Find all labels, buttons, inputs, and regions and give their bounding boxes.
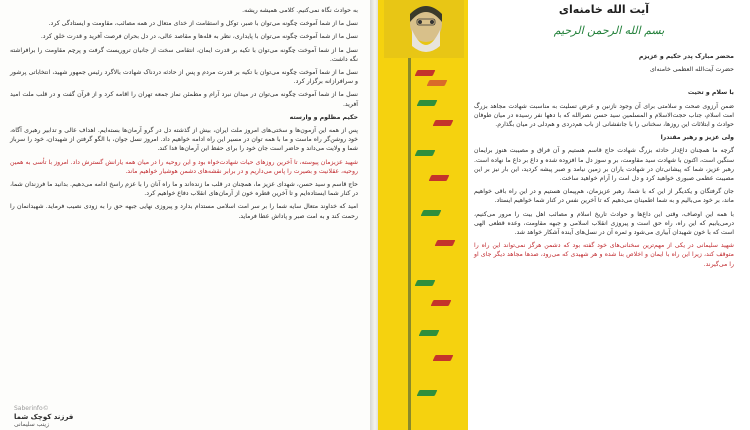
green-flag-icon bbox=[421, 210, 442, 216]
red-flag-icon bbox=[429, 175, 450, 181]
left-section-heading: حکیم مظلوم و وارسته bbox=[289, 113, 358, 121]
left-paragraph-8: پس از همه این آزمون‌ها و سختی‌های امروز ملت ایران، بیش از گذشته دل در گرو آرمان‌ها بسته‌ایم. اهداف عالی و تدابیر رهبری آگاه، خود روشن‌گر راه ماست و ما با همه توان در مسیر این راه ادامه خواهیم داد. امروز نسل جوان، با الگو گرفتن از شهیدان، خود را سرباز شما و ولایت می‌داند و حاضر است جان خود را برای حفظ این آرمان‌ها فدا کند. bbox=[10, 127, 358, 153]
right-page bbox=[378, 0, 750, 430]
left-paragraph-11: امید که خداوند متعال سایه شما را بر سر امت اسلامی مستدام بدارد و پیروزی نهایی جبهه حق را به زودی نصیب فرماید. شهیدانمان را رحمت کند و به امت صبر و پاداش عطا فرماید. bbox=[10, 203, 358, 220]
right-paragraph-2: ولی عزیز و رهبر مقتدرا bbox=[660, 134, 734, 142]
green-flag-icon bbox=[417, 100, 438, 106]
green-flag-icon bbox=[415, 280, 436, 286]
green-flag-icon bbox=[415, 150, 436, 156]
left-paragraph-3: نسل ما از شما آموخت چگونه می‌توان با پایداری، نظر به قله‌ها و مقاصد عالی، در دل بحران فرصت آفرید و قدرت خلق کرد. bbox=[40, 33, 358, 41]
left-paragraph-2: نسل ما از شما آموخت چگونه می‌توان با صبر، توکل و استقامت از خدای متعال در همه مصائب، مقاومت و ایستادگی کرد. bbox=[48, 20, 358, 28]
red-flag-icon bbox=[433, 120, 454, 126]
right-paragraph-6: شهید سلیمانی در یکی از مهم‌ترین سخنانی‌های خود گفته بود که دشمن هرگز نمی‌تواند این راه را متوقف کند، زیرا این راه با ایمان و اخلاص بنا شده و هر شهیدی که می‌رود، صدها مجاهد دیگر جای او را می‌گیرند. bbox=[474, 242, 734, 268]
leader-portrait-icon bbox=[384, 0, 464, 58]
right-paragraph-3: گرچه ما همچنان داغ‌دار حادثه بزرگ شهادت حاج قاسم هستیم و آن فراق و مصیبت هنوز برایمان سنگین است، اکنون با شهادت سید مقاومت، بر و سوز دل ما افزوده شده و داغ بر داغ ما نهاده است. رهبر عزیز، شما که پیشانی‌تان در شهادت یاران بر زمین نیامد و صبر پیشه کردید، این بار نیز بر این مصیبت عظمی صبوری خواهید کرد و دل امت را آرام خواهید ساخت. bbox=[474, 147, 734, 183]
watermark: ©Saberinfo bbox=[14, 405, 49, 412]
right-paragraph-4: جان گرفتگان و یکدیگر از این که با شما، رهبر عزیزمان، هم‌پیمان هستیم و در این راه باقی خواهیم ماند، بر خود می‌بالیم و به شما اطمینان می‌دهیم که تا آخرین نفس در کنار شما خواهیم ایستاد. bbox=[474, 188, 734, 205]
left-page-body bbox=[10, 6, 358, 225]
salutation-line-2: حضرت آیت‌الله العظمی خامنه‌ای bbox=[650, 66, 734, 74]
right-paragraph-5: با همه این اوصاف، وقتی این داغ‌ها و حوادث تاریخ اسلام و مصائب اهل بیت را مرور می‌کنیم، درمی‌یابیم که این راه، راه حق است و پیروزی انقلاب اسلامی و جبهه مقاومت، وعده قطعی الهی است که با خون شهیدان آبیاری می‌شود و ثمره آن در نسل‌های آینده آشکار خواهد شد. bbox=[474, 210, 734, 237]
left-paragraph-9: شهید عزیزمان پیوسته، تا آخرین روزهای حیات شهادت‌خواه بود و این روحیه را در میان همه یارانش گسترش داد. امروز با تأسی به همین روحیه، عقلانیت و بصیرت را پاس می‌داریم و در برابر نقشه‌های دشمن هوشیار خواهیم ماند. bbox=[10, 158, 358, 175]
red-flag-icon bbox=[415, 70, 436, 76]
red-flag-icon bbox=[433, 355, 454, 361]
right-paragraph-1: ضمن آرزوی صحت و سلامتی برای آن وجود نازنین و عرض تسلیت به مناسبت شهادت مجاهد بزرگ امت اسلام، جناب حجت‌الاسلام و المسلمین سید حسن نصرالله که با دهها نفر رسیده در میان طوفان حوادث و ابتلائات این روزها، سخنانی را با جانفشانی از باب هم‌دردی و هم‌دلی در میان بگذارم. bbox=[474, 102, 734, 129]
green-flag-icon bbox=[417, 390, 438, 396]
red-flag-icon bbox=[435, 240, 456, 246]
signoff: فرزند کوچک شما bbox=[14, 413, 74, 421]
left-paragraph-10: حاج قاسم و سید حسن، شهدای عزیز ما، همچنان در قلب ما زنده‌اند و ما راه آنان را با عزم راسخ ادامه می‌دهیم. بدانید ما فرزندان شما، در کنار شما ایستاده‌ایم و تا آخرین قطره خون از آرمان‌های انقلاب دفاع خواهیم کرد. bbox=[10, 181, 358, 198]
orange-flag-icon bbox=[427, 80, 448, 86]
left-paragraph-5: نسل ما از شما آموخت چگونه می‌توان با تکیه بر قدرت مردم و پس از حادثه دردناک شهادت بالاگرد رئیس جمهور شهید، انتخاباتی پرشور و سرافرازانه برگزار کرد. bbox=[10, 69, 358, 86]
basmala-calligraphy: بسم الله الرحمن الرحیم bbox=[553, 24, 665, 37]
greeting: با سلام و تحیت bbox=[687, 89, 734, 97]
salutation-line-1: محضر مبارک پدر حکیم و عزیزم bbox=[638, 53, 734, 60]
letter-title: آیت الله خامنه‌ای bbox=[558, 3, 650, 16]
signoff-name: زینب سلیمانی bbox=[14, 421, 49, 428]
left-paragraph-4: نسل ما از شما آموخت چگونه می‌توان با تکیه بر قدرت ایمان، انتقامی سخت از جانیان تروریست گرفت و پرچم مقاومت را برافراشته نگه داشت. bbox=[10, 46, 358, 63]
stripe-pole bbox=[408, 58, 411, 430]
yellow-decorative-stripe bbox=[378, 0, 468, 430]
right-page-body bbox=[474, 52, 734, 273]
left-paragraph-1: به حوادث نگاه نمی‌کنیم. کلامی همیشه ریشه. bbox=[242, 7, 358, 14]
green-flag-icon bbox=[419, 330, 440, 336]
red-flag-icon bbox=[431, 300, 452, 306]
letter-footer bbox=[14, 405, 174, 428]
left-paragraph-6: نسل ما از شما آموخت چگونه می‌توان در میدان نبرد آرام و مطمئن نماز جمعه تهران را اقامه کرد و از قرآن گفت و در قلب ملت امید آفرید. bbox=[10, 91, 358, 108]
left-page bbox=[0, 0, 372, 430]
